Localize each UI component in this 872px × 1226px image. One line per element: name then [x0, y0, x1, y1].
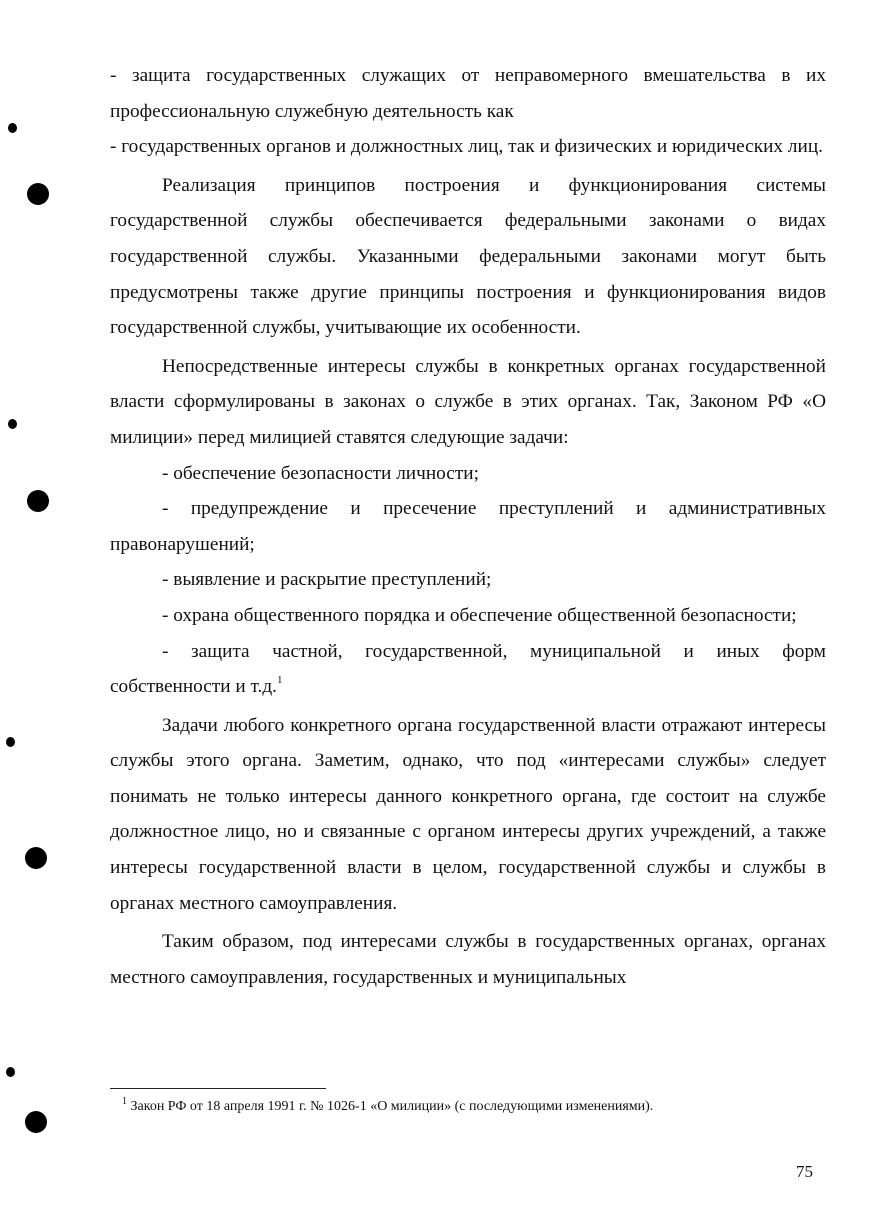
footnote-reference[interactable]: 1	[277, 674, 283, 687]
paragraph: - государственных органов и должностных лиц, так и физических и юридических лиц.	[110, 136, 823, 158]
punch-hole	[8, 123, 17, 133]
list-item: - обеспечение безопасности личности;	[162, 462, 479, 484]
footnote-marker: 1	[122, 1096, 127, 1107]
list-item-text: - защита частной, государственной, муниципальной и иных форм собственности и т.д.	[110, 640, 826, 698]
punch-hole	[27, 490, 49, 512]
punch-hole	[6, 1067, 15, 1077]
list-item: - выявление и раскрытие преступлений;	[162, 569, 492, 591]
paragraph: Таким образом, под интересами службы в государственных органах, органах местного самоуправления, государственных и муниципальных	[110, 931, 826, 988]
punch-hole	[25, 1111, 47, 1133]
punch-hole	[8, 419, 17, 429]
body-text	[110, 58, 826, 995]
paragraph: Реализация принципов построения и функционирования системы государственной службы обеспечивается федеральными законами о видах государственной службы. Указанными федеральными законами могут быть предусмотрены также другие принципы построения и функционирования видов государственной службы, учитывающие их особенности.	[110, 174, 826, 339]
footnote-separator	[110, 1088, 326, 1089]
list-item: - предупреждение и пресечение преступлений и административных правонарушений;	[110, 498, 826, 555]
paragraph: - защита государственных служащих от неправомерного вмешательства в их профессиональную служебную деятельность как	[110, 65, 826, 122]
list-item	[110, 634, 826, 705]
page-number: 75	[796, 1162, 813, 1181]
list-item: - охрана общественного порядка и обеспечение общественной безопасности;	[162, 604, 797, 626]
punch-hole	[6, 737, 15, 747]
punch-hole	[25, 847, 47, 869]
paragraph: Задачи любого конкретного органа государственной власти отражают интересы службы этого органа. Заметим, однако, что под «интересами службы» следует понимать не только интересы данного конкретного органа, где состоит на службе должностное лицо, но и связанные с органом интересы других учреждений, а также интересы государственной власти в целом, государственной службы и службы в органах местного самоуправления.	[110, 714, 826, 914]
footnote	[122, 1097, 653, 1117]
punch-hole	[27, 183, 49, 205]
paragraph: Непосредственные интересы службы в конкретных органах государственной власти сформулированы в законах о службе в этих органах. Так, Законом РФ «О милиции» перед милицией ставятся следующие задачи:	[110, 355, 826, 448]
footnote-text: Закон РФ от 18 апреля 1991 г. № 1026-1 «О милиции» (с последующими изменениями).	[130, 1099, 654, 1114]
